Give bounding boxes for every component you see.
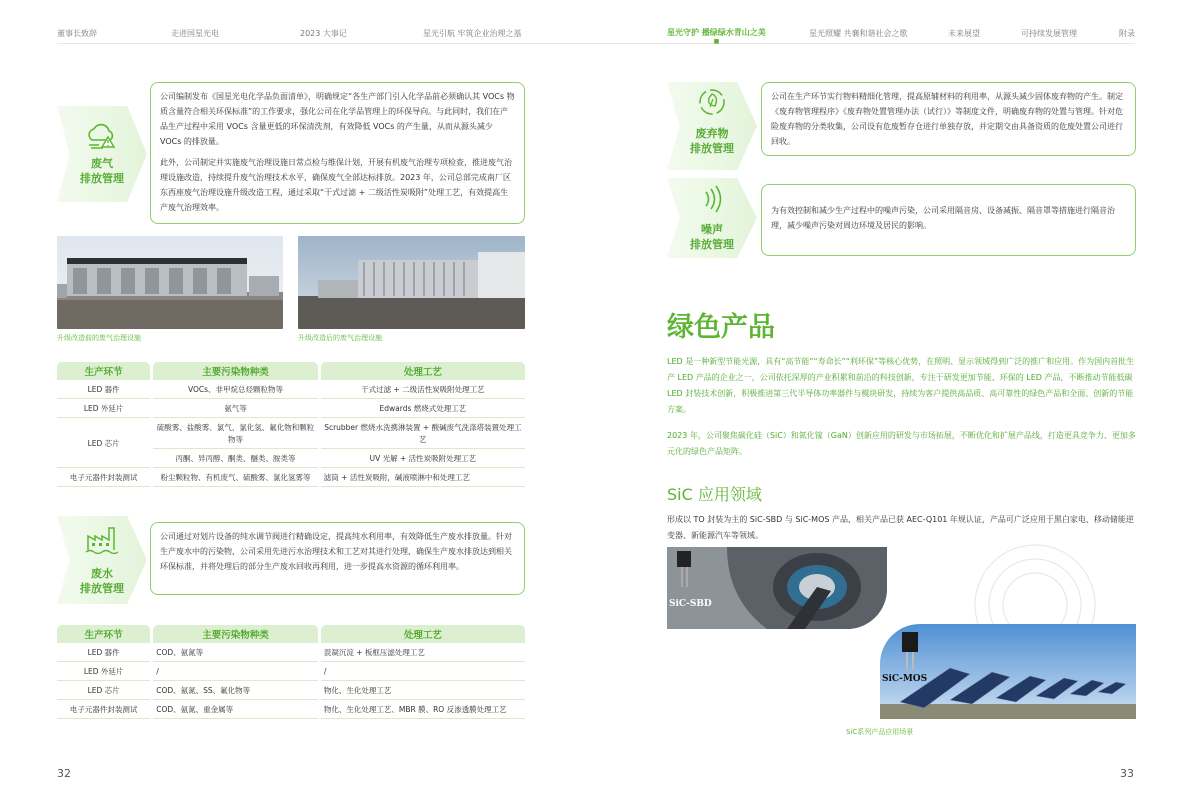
table-cell: Scrubber 燃烧水洗携淋装置 + 酸碱废气洗涤塔装置处理工艺	[321, 420, 525, 449]
sic-sbd-label: SiC-SBD	[669, 599, 712, 609]
waste-description-box	[761, 82, 1136, 156]
table-cell: UV 光解 + 活性炭吸附处理工艺	[321, 451, 525, 468]
nav-item-governance[interactable]: 星光引航 牢筑企业治理之基	[423, 29, 522, 38]
table-cell: 电子元器件封装测试	[57, 470, 150, 487]
table-header-cell: 处理工艺	[321, 625, 525, 643]
nav-item-sustainability[interactable]: 可持续发展管理	[1021, 29, 1077, 38]
green-products-para-2: 2023 年，公司聚焦碳化硅（SiC）和氮化镓（GaN）创新应用的研发与市场拓展，不断优化和扩展产品线，打造更具竞争力、更加多元化的绿色产品矩阵。	[667, 431, 1136, 456]
factory-water-icon	[84, 524, 120, 554]
water-description-box	[150, 522, 525, 595]
sound-wave-icon	[694, 184, 730, 214]
water-pollutant-table	[54, 623, 528, 721]
photo-after-caption: 升级改造后的废气治理设施	[298, 334, 382, 342]
table-cell: 电子元器件封装测试	[57, 702, 150, 719]
ev-charging-image	[667, 547, 887, 629]
water-label-2: 排放管理	[80, 582, 124, 595]
green-products-para-1: LED 是一种新型节能光源，具有“高节能”“寿命长”“利环保”等核心优势，在照明、显示领域得到广泛的推广和应用。作为国内首批生产 LED 产品的企业之一，公司依托深厚的产业积累和前沿的科技创新，专注于研发更加节能、环保的 LED 产品，不断推动节能低碳 LED 封装技术创新，积极推进第三代半导体功率器件与模块研发，持续为客户提供高品质、高可靠性的绿色产品和全面、创新的节能方案。	[667, 357, 1135, 414]
table-cell: COD、氨氮、SS、氟化物等	[153, 683, 318, 700]
sic-mos-label: SiC-MOS	[882, 674, 928, 684]
table-cell: 粉尘颗粒物、有机废气、硫酸雾、氯化氢雾等	[153, 470, 318, 487]
noise-emission-category	[667, 178, 757, 258]
green-products-title: 绿色产品	[667, 312, 775, 343]
photo-after-upgrade	[298, 236, 525, 329]
nav-item-appendix[interactable]: 附录	[1119, 29, 1135, 38]
water-para: 公司通过对划片设备的纯水调节阀进行精确设定，提高纯水利用率，有效降低生产废水排放量。针对生产废水中的污染物，公司采用先进污水治理技术和工艺对其进行处理，确保生产废水排放达到相关环保标准，并将处理后的部分生产废水回收再利用，进一步提高水资源的循环利用率。	[160, 532, 512, 571]
table-header-cell: 主要污染物种类	[153, 362, 318, 380]
table-row	[57, 683, 525, 700]
table-cell: 干式过滤 + 二级活性炭吸附处理工艺	[321, 382, 525, 399]
nav-item-environment-active[interactable]: 星光守护 播绿绿水青山之美 ■	[667, 28, 766, 45]
gas-pollutant-table	[54, 360, 528, 489]
table-cell: LED 外延片	[57, 401, 150, 418]
cloud-warning-icon	[84, 120, 120, 150]
table-header-cell: 生产环节	[57, 625, 150, 643]
table-cell: COD、氨氮等	[153, 645, 318, 662]
sic-image-caption: SiC系列产品应用场景	[846, 728, 914, 736]
noise-description-box	[761, 184, 1136, 256]
table-cell: 滤筒 + 活性炭吸附，碱液喷淋中和处理工艺	[321, 470, 525, 487]
table-header-row	[57, 362, 525, 380]
nav-item-milestones[interactable]: 2023 大事记	[300, 29, 347, 38]
waste-label-1: 废弃物	[695, 127, 729, 140]
table-cell: /	[321, 664, 525, 681]
gas-para-2: 此外，公司制定并实施废气治理设施日常点检与维保计划，开展有机废气治理专项检查，推进废气治理设施改造，持续提升废气治理技术水平，确保废气全部达标排放。2023 年，公司总部完成南厂区东西座废气治理设施升级改造工程，通过采取“干式过滤 + 二级活性炭吸附”处理工艺，有效提高生产废气治理效率。	[160, 158, 512, 212]
table-cell: LED 芯片	[57, 420, 150, 468]
solar-panel-image	[880, 624, 1136, 719]
table-cell: 硫酸雾、盐酸雾、氯气、氯化氢、氟化物和颗粒物等	[153, 420, 318, 449]
gas-para-1: 公司编制发布《国星光电化学品负面清单》，明确规定“各生产部门引入化学品前必须确认其 VOCs 物质含量符合相关环保标准”的工作要求，强化公司在化学品管理上的环保导向。与此同时，我们在产品生产过程中采用 VOCs 含量更低的环保清洗剂，有效降低 VOCs 的产生量，从而从源头减少 VOCs 的排放量。	[160, 92, 515, 146]
table-cell: VOCs、非甲烷总烃颗粒物等	[153, 382, 318, 399]
noise-para: 为有效控制和减少生产过程中的噪声污染，公司采用隔音房、设备减振、隔音罩等措施进行隔音治理，减少噪声污染对周边环境及居民的影响。	[771, 206, 1115, 230]
gas-description-box	[150, 82, 525, 224]
table-row	[57, 470, 525, 487]
waste-para: 公司在生产环节实行物料精细化管理，提高原辅材料的利用率，从源头减少固体废弃物的产生。制定《废弃物管理程序》《废弃物处置管理办法（试行）》等制度文件，明确废弃物的处置与管理。针对危险废弃物的分类收集，公司设有危废暂存仓进行单独存放，并定期交由具备资质的危废处置公司进行回收。	[771, 92, 1123, 146]
water-label-1: 废水	[91, 567, 113, 580]
table-cell: LED 外延片	[57, 664, 150, 681]
table-cell: LED 芯片	[57, 683, 150, 700]
nav-item-chairman[interactable]: 董事长致辞	[57, 29, 97, 38]
gas-emission-category	[57, 106, 147, 202]
table-row	[57, 420, 525, 449]
table-row	[57, 702, 525, 719]
table-row	[57, 645, 525, 662]
sic-para: 形成以 TO 封装为主的 SiC-SBD 与 SiC-MOS 产品，相关产品已获 AEC-Q101 年规认证，产品可广泛应用于黑白家电、移动储能逆变器、新能源汽车等领域。	[667, 515, 1134, 540]
waste-emission-category	[667, 82, 757, 170]
table-row	[57, 664, 525, 681]
photo-before-caption: 升级改造前的废气治理设施	[57, 334, 141, 342]
noise-label-2: 排放管理	[690, 238, 734, 251]
table-row	[57, 382, 525, 399]
table-cell: 物化、生化处理工艺	[321, 683, 525, 700]
page-number-right: 33	[1120, 767, 1134, 780]
table-cell: LED 器件	[57, 382, 150, 399]
table-cell: Edwards 燃烧式处理工艺	[321, 401, 525, 418]
page-number-left: 32	[57, 767, 71, 780]
noise-label-1: 噪声	[701, 223, 723, 236]
photo-before-upgrade	[57, 236, 283, 329]
table-cell: /	[153, 664, 318, 681]
table-cell: LED 器件	[57, 645, 150, 662]
table-row	[57, 401, 525, 418]
table-cell: COD、氨氮、重金属等	[153, 702, 318, 719]
table-cell: 物化、生化处理工艺、MBR 膜、RO 反渗透膜处理工艺	[321, 702, 525, 719]
top-navigation	[57, 26, 1135, 44]
recycle-leaf-icon	[694, 87, 730, 117]
nav-item-society[interactable]: 星光照耀 共襄和谐社会之歌	[809, 29, 908, 38]
table-header-cell: 处理工艺	[321, 362, 525, 380]
waste-label-2: 排放管理	[690, 142, 734, 155]
sic-title: SiC 应用领域	[667, 485, 762, 504]
table-cell: 氨气等	[153, 401, 318, 418]
table-cell: 丙酮、异丙醇、酮类、醚类、胺类等	[153, 451, 318, 468]
nav-item-outlook[interactable]: 未来展望	[948, 29, 980, 38]
water-emission-category	[57, 516, 147, 604]
table-cell: 混凝沉淀 + 板框压滤处理工艺	[321, 645, 525, 662]
gas-label-2: 排放管理	[80, 172, 124, 185]
table-header-row	[57, 625, 525, 643]
table-header-cell: 生产环节	[57, 362, 150, 380]
gas-label-1: 废气	[91, 157, 113, 170]
table-header-cell: 主要污染物种类	[153, 625, 318, 643]
nav-item-about[interactable]: 走进国星光电	[171, 29, 219, 38]
